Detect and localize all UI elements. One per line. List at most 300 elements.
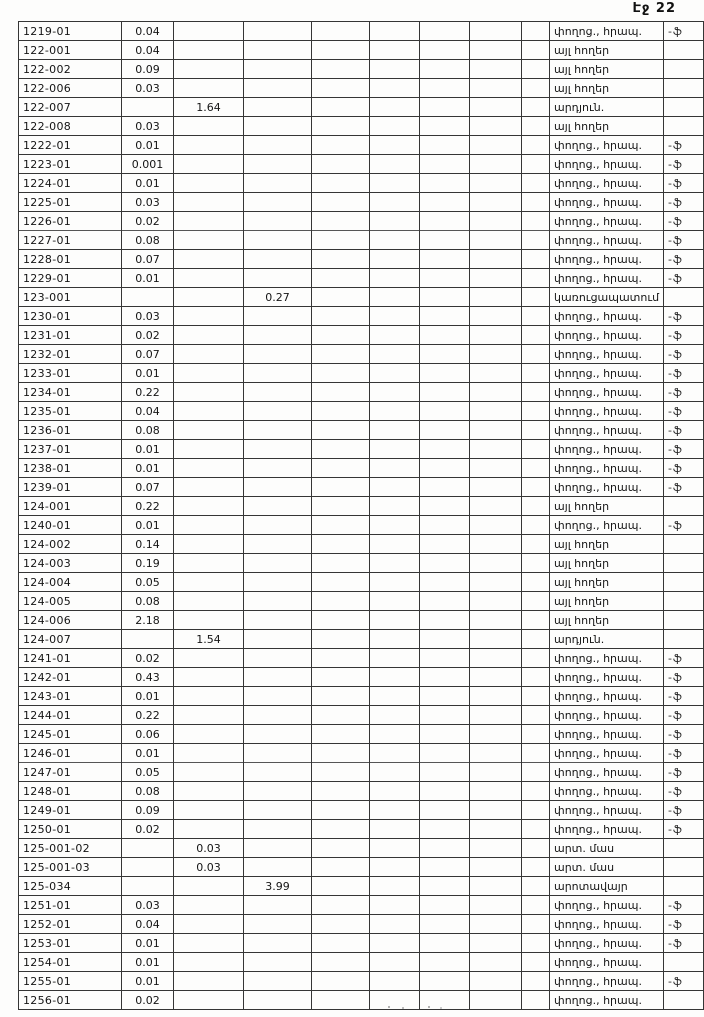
table-row <box>19 535 704 554</box>
cell-parcel-code: 1219-01 <box>19 22 122 41</box>
cell-land-category: այլ հողեր <box>550 117 664 136</box>
cell-area-col2: 0.07 <box>122 345 174 364</box>
cell-empty <box>522 516 550 535</box>
cell-area-col4 <box>244 554 312 573</box>
row-annotation-mark <box>664 554 704 573</box>
cell-area-col4 <box>244 155 312 174</box>
cell-area-col3 <box>174 250 244 269</box>
cell-area-col3 <box>174 345 244 364</box>
cell-parcel-code: 1237-01 <box>19 440 122 459</box>
cell-empty <box>312 744 370 763</box>
table-row <box>19 592 704 611</box>
cell-empty <box>522 193 550 212</box>
cell-area-col2: 0.08 <box>122 592 174 611</box>
cell-area-col2: 0.01 <box>122 136 174 155</box>
cell-empty <box>370 744 420 763</box>
table-row <box>19 934 704 953</box>
row-annotation-mark: -ֆ <box>664 136 704 155</box>
cell-land-category: այլ հողեր <box>550 592 664 611</box>
cell-empty <box>470 611 522 630</box>
cell-area-col4 <box>244 402 312 421</box>
row-annotation-mark: -ֆ <box>664 478 704 497</box>
cell-area-col4 <box>244 136 312 155</box>
cell-empty <box>370 953 420 972</box>
cell-empty <box>370 668 420 687</box>
cell-empty <box>312 383 370 402</box>
cell-land-category: այլ հողեր <box>550 41 664 60</box>
cell-area-col3 <box>174 136 244 155</box>
cell-empty <box>470 22 522 41</box>
cell-parcel-code: 122-006 <box>19 79 122 98</box>
table-row <box>19 60 704 79</box>
cell-parcel-code: 1254-01 <box>19 953 122 972</box>
cell-empty <box>420 725 470 744</box>
cell-land-category: փողոց., հրապ. <box>550 421 664 440</box>
cell-empty <box>470 288 522 307</box>
cell-empty <box>420 402 470 421</box>
cell-empty <box>370 22 420 41</box>
cell-parcel-code: 1232-01 <box>19 345 122 364</box>
cell-area-col3 <box>174 60 244 79</box>
row-annotation-mark <box>664 877 704 896</box>
row-annotation-mark <box>664 592 704 611</box>
table-row <box>19 516 704 535</box>
cell-land-category: փողոց., հրապ. <box>550 326 664 345</box>
cell-empty <box>370 535 420 554</box>
table-row <box>19 174 704 193</box>
row-annotation-mark <box>664 535 704 554</box>
cell-empty <box>370 611 420 630</box>
cell-empty <box>370 991 420 1010</box>
row-annotation-mark: -ֆ <box>664 345 704 364</box>
cell-empty <box>312 98 370 117</box>
cell-area-col3 <box>174 649 244 668</box>
cell-empty <box>522 307 550 326</box>
cell-empty <box>420 22 470 41</box>
table-row <box>19 630 704 649</box>
cell-empty <box>420 915 470 934</box>
cell-parcel-code: 125-034 <box>19 877 122 896</box>
table-row <box>19 326 704 345</box>
cell-parcel-code: 1253-01 <box>19 934 122 953</box>
cell-area-col4 <box>244 573 312 592</box>
row-annotation-mark <box>664 117 704 136</box>
cell-empty <box>370 459 420 478</box>
cell-parcel-code: 1222-01 <box>19 136 122 155</box>
table-row <box>19 250 704 269</box>
cell-empty <box>370 269 420 288</box>
cell-empty <box>522 649 550 668</box>
cell-empty <box>420 307 470 326</box>
cell-empty <box>470 630 522 649</box>
cell-empty <box>312 535 370 554</box>
cell-empty <box>470 649 522 668</box>
cell-land-category: այլ հողեր <box>550 554 664 573</box>
cell-area-col2: 0.22 <box>122 497 174 516</box>
cell-empty <box>420 383 470 402</box>
cell-empty <box>420 953 470 972</box>
cell-empty <box>312 725 370 744</box>
cell-empty <box>470 60 522 79</box>
cell-land-category: փողոց., հրապ. <box>550 402 664 421</box>
cell-area-col3 <box>174 782 244 801</box>
cell-empty <box>420 972 470 991</box>
table-row <box>19 687 704 706</box>
cell-empty <box>420 706 470 725</box>
table-row <box>19 991 704 1010</box>
row-annotation-mark: -ֆ <box>664 250 704 269</box>
cell-empty <box>420 649 470 668</box>
cell-land-category: փողոց., հրապ. <box>550 231 664 250</box>
cell-empty <box>470 231 522 250</box>
cell-empty <box>312 60 370 79</box>
cell-area-col4 <box>244 649 312 668</box>
table-row <box>19 573 704 592</box>
cell-empty <box>470 326 522 345</box>
cell-area-col3 <box>174 915 244 934</box>
cell-empty <box>470 706 522 725</box>
row-annotation-mark <box>664 60 704 79</box>
cell-area-col3 <box>174 896 244 915</box>
cell-empty <box>470 896 522 915</box>
row-annotation-mark: -ֆ <box>664 269 704 288</box>
cell-parcel-code: 1243-01 <box>19 687 122 706</box>
table-row <box>19 497 704 516</box>
cell-area-col4 <box>244 668 312 687</box>
cell-empty <box>470 193 522 212</box>
row-annotation-mark: -ֆ <box>664 440 704 459</box>
cell-parcel-code: 1247-01 <box>19 763 122 782</box>
row-annotation-mark: -ֆ <box>664 421 704 440</box>
cell-empty <box>420 155 470 174</box>
cell-land-category: փողոց., հրապ. <box>550 345 664 364</box>
cell-empty <box>370 896 420 915</box>
cell-land-category: փողոց., հրապ. <box>550 782 664 801</box>
cell-empty <box>420 41 470 60</box>
cell-empty <box>522 611 550 630</box>
cell-area-col3: 1.54 <box>174 630 244 649</box>
cell-empty <box>370 193 420 212</box>
cell-area-col2: 0.07 <box>122 478 174 497</box>
cell-empty <box>312 820 370 839</box>
page-number: Էջ 22 <box>632 1 676 16</box>
cell-parcel-code: 1227-01 <box>19 231 122 250</box>
cell-empty <box>312 193 370 212</box>
cell-empty <box>522 744 550 763</box>
row-annotation-mark: -ֆ <box>664 174 704 193</box>
cell-area-col3 <box>174 934 244 953</box>
cell-area-col3 <box>174 269 244 288</box>
row-annotation-mark: -ֆ <box>664 383 704 402</box>
cell-empty <box>420 231 470 250</box>
cell-empty <box>420 687 470 706</box>
cell-empty <box>312 630 370 649</box>
cell-empty <box>370 592 420 611</box>
cell-empty <box>420 668 470 687</box>
cell-area-col2: 0.43 <box>122 668 174 687</box>
row-annotation-mark: -ֆ <box>664 763 704 782</box>
row-annotation-mark: -ֆ <box>664 231 704 250</box>
table-row <box>19 22 704 41</box>
cell-empty <box>370 630 420 649</box>
cell-area-col2: 0.02 <box>122 326 174 345</box>
cell-empty <box>420 554 470 573</box>
scan-noise <box>388 1006 390 1008</box>
cell-empty <box>470 478 522 497</box>
cell-empty <box>522 383 550 402</box>
cell-empty <box>420 478 470 497</box>
cell-area-col3 <box>174 155 244 174</box>
cell-area-col2 <box>122 858 174 877</box>
cell-area-col4 <box>244 383 312 402</box>
row-annotation-mark: -ֆ <box>664 820 704 839</box>
cell-empty <box>370 155 420 174</box>
cell-empty <box>312 839 370 858</box>
cell-land-category: փողոց., հրապ. <box>550 174 664 193</box>
cell-parcel-code: 124-002 <box>19 535 122 554</box>
cell-empty <box>420 744 470 763</box>
table-row <box>19 668 704 687</box>
cell-area-col3 <box>174 972 244 991</box>
cell-area-col3 <box>174 877 244 896</box>
cell-empty <box>312 269 370 288</box>
cell-parcel-code: 1240-01 <box>19 516 122 535</box>
cell-parcel-code: 1251-01 <box>19 896 122 915</box>
cell-parcel-code: 1248-01 <box>19 782 122 801</box>
cell-land-category: արտ. մաս <box>550 839 664 858</box>
cell-area-col3 <box>174 383 244 402</box>
cell-land-category: փողոց., հրապ. <box>550 687 664 706</box>
cell-area-col2 <box>122 288 174 307</box>
cell-empty <box>470 782 522 801</box>
cell-area-col4 <box>244 231 312 250</box>
cell-empty <box>420 60 470 79</box>
table-row <box>19 98 704 117</box>
cell-area-col4 <box>244 364 312 383</box>
cell-empty <box>420 440 470 459</box>
row-annotation-mark: -ֆ <box>664 307 704 326</box>
cell-empty <box>470 402 522 421</box>
cell-empty <box>420 592 470 611</box>
cell-empty <box>522 174 550 193</box>
cell-empty <box>370 345 420 364</box>
table-row <box>19 839 704 858</box>
cell-empty <box>420 782 470 801</box>
cell-empty <box>312 687 370 706</box>
cell-empty <box>420 345 470 364</box>
cell-empty <box>522 117 550 136</box>
cell-empty <box>522 668 550 687</box>
cell-parcel-code: 122-007 <box>19 98 122 117</box>
table-row <box>19 231 704 250</box>
cell-area-col2: 0.04 <box>122 402 174 421</box>
cell-area-col3: 1.64 <box>174 98 244 117</box>
cell-area-col3 <box>174 497 244 516</box>
cell-parcel-code: 1228-01 <box>19 250 122 269</box>
cell-parcel-code: 1223-01 <box>19 155 122 174</box>
cell-land-category: փողոց., հրապ. <box>550 155 664 174</box>
row-annotation-mark <box>664 573 704 592</box>
table-row <box>19 877 704 896</box>
row-annotation-mark <box>664 991 704 1010</box>
cell-empty <box>522 478 550 497</box>
cell-parcel-code: 124-005 <box>19 592 122 611</box>
cell-empty <box>370 934 420 953</box>
cell-area-col2: 0.01 <box>122 934 174 953</box>
cell-empty <box>420 364 470 383</box>
cell-empty <box>370 117 420 136</box>
cell-empty <box>522 687 550 706</box>
table-row <box>19 801 704 820</box>
cell-empty <box>312 117 370 136</box>
cell-area-col3 <box>174 706 244 725</box>
cell-empty <box>420 573 470 592</box>
row-annotation-mark <box>664 98 704 117</box>
cell-empty <box>420 801 470 820</box>
cell-land-category: այլ հողեր <box>550 611 664 630</box>
cell-empty <box>312 668 370 687</box>
cell-area-col2: 0.14 <box>122 535 174 554</box>
cell-empty <box>312 326 370 345</box>
cell-empty <box>522 972 550 991</box>
cell-parcel-code: 1234-01 <box>19 383 122 402</box>
cell-empty <box>522 136 550 155</box>
cell-empty <box>522 877 550 896</box>
cell-area-col2: 0.08 <box>122 782 174 801</box>
cell-parcel-code: 1252-01 <box>19 915 122 934</box>
cell-land-category: արդյուն. <box>550 630 664 649</box>
cell-empty <box>312 896 370 915</box>
cell-land-category: փողոց., հրապ. <box>550 22 664 41</box>
cell-empty <box>370 136 420 155</box>
cell-parcel-code: 125-001-03 <box>19 858 122 877</box>
cell-area-col3 <box>174 174 244 193</box>
cell-area-col2: 0.001 <box>122 155 174 174</box>
cell-empty <box>370 41 420 60</box>
cell-empty <box>370 288 420 307</box>
cell-area-col2: 0.01 <box>122 440 174 459</box>
cell-empty <box>522 573 550 592</box>
row-annotation-mark: -ֆ <box>664 801 704 820</box>
cell-area-col2 <box>122 877 174 896</box>
cell-empty <box>522 725 550 744</box>
cell-empty <box>470 573 522 592</box>
cell-empty <box>312 497 370 516</box>
cell-area-col4 <box>244 953 312 972</box>
cell-empty <box>470 41 522 60</box>
cell-area-col2: 0.05 <box>122 763 174 782</box>
cell-land-category: փողոց., հրապ. <box>550 972 664 991</box>
cell-area-col3 <box>174 326 244 345</box>
cell-area-col2 <box>122 839 174 858</box>
table-row <box>19 212 704 231</box>
cell-empty <box>312 364 370 383</box>
cell-area-col3 <box>174 307 244 326</box>
cell-area-col3 <box>174 364 244 383</box>
cell-empty <box>470 858 522 877</box>
table-body <box>19 22 704 1010</box>
cell-parcel-code: 1246-01 <box>19 744 122 763</box>
cell-area-col2: 0.05 <box>122 573 174 592</box>
cell-land-category: փողոց., հրապ. <box>550 744 664 763</box>
row-annotation-mark: -ֆ <box>664 915 704 934</box>
cell-empty <box>420 991 470 1010</box>
cell-empty <box>312 763 370 782</box>
cell-area-col2: 0.01 <box>122 516 174 535</box>
cell-empty <box>370 250 420 269</box>
cell-empty <box>370 820 420 839</box>
cell-empty <box>370 725 420 744</box>
cell-empty <box>522 231 550 250</box>
cell-empty <box>470 497 522 516</box>
cell-empty <box>470 345 522 364</box>
cell-parcel-code: 1225-01 <box>19 193 122 212</box>
cell-area-col4 <box>244 858 312 877</box>
cell-area-col4 <box>244 440 312 459</box>
cell-land-category: փողոց., հրապ. <box>550 896 664 915</box>
cell-area-col3 <box>174 193 244 212</box>
cell-area-col2: 0.01 <box>122 972 174 991</box>
cell-parcel-code: 123-001 <box>19 288 122 307</box>
row-annotation-mark: -ֆ <box>664 459 704 478</box>
cell-empty <box>420 459 470 478</box>
cell-parcel-code: 125-001-02 <box>19 839 122 858</box>
cell-empty <box>312 611 370 630</box>
cell-empty <box>312 706 370 725</box>
cell-empty <box>522 402 550 421</box>
cell-area-col3: 0.03 <box>174 858 244 877</box>
table-row <box>19 858 704 877</box>
row-annotation-mark: -ֆ <box>664 687 704 706</box>
row-annotation-mark: -ֆ <box>664 725 704 744</box>
table-row <box>19 744 704 763</box>
cell-parcel-code: 124-001 <box>19 497 122 516</box>
cell-parcel-code: 124-006 <box>19 611 122 630</box>
cell-area-col2: 0.04 <box>122 41 174 60</box>
cell-area-col3 <box>174 421 244 440</box>
cell-area-col4 <box>244 326 312 345</box>
cell-empty <box>470 991 522 1010</box>
cell-empty <box>312 516 370 535</box>
cell-area-col3 <box>174 459 244 478</box>
cell-empty <box>312 858 370 877</box>
cell-land-category: փողոց., հրապ. <box>550 725 664 744</box>
cell-area-col3 <box>174 801 244 820</box>
cell-land-category: այլ հողեր <box>550 573 664 592</box>
cell-land-category: փողոց., հրապ. <box>550 193 664 212</box>
cell-empty <box>312 478 370 497</box>
cell-empty <box>522 820 550 839</box>
cell-land-category: փողոց., հրապ. <box>550 269 664 288</box>
table-row <box>19 136 704 155</box>
cell-empty <box>420 250 470 269</box>
cell-empty <box>370 478 420 497</box>
cell-empty <box>370 516 420 535</box>
cell-empty <box>470 934 522 953</box>
cell-parcel-code: 1244-01 <box>19 706 122 725</box>
row-annotation-mark: -ֆ <box>664 744 704 763</box>
cell-area-col4 <box>244 345 312 364</box>
cell-parcel-code: 122-002 <box>19 60 122 79</box>
cell-empty <box>370 497 420 516</box>
cell-empty <box>370 782 420 801</box>
row-annotation-mark: -ֆ <box>664 972 704 991</box>
cell-parcel-code: 1242-01 <box>19 668 122 687</box>
cell-area-col3 <box>174 535 244 554</box>
cell-empty <box>312 440 370 459</box>
cell-empty <box>312 307 370 326</box>
cell-parcel-code: 1239-01 <box>19 478 122 497</box>
